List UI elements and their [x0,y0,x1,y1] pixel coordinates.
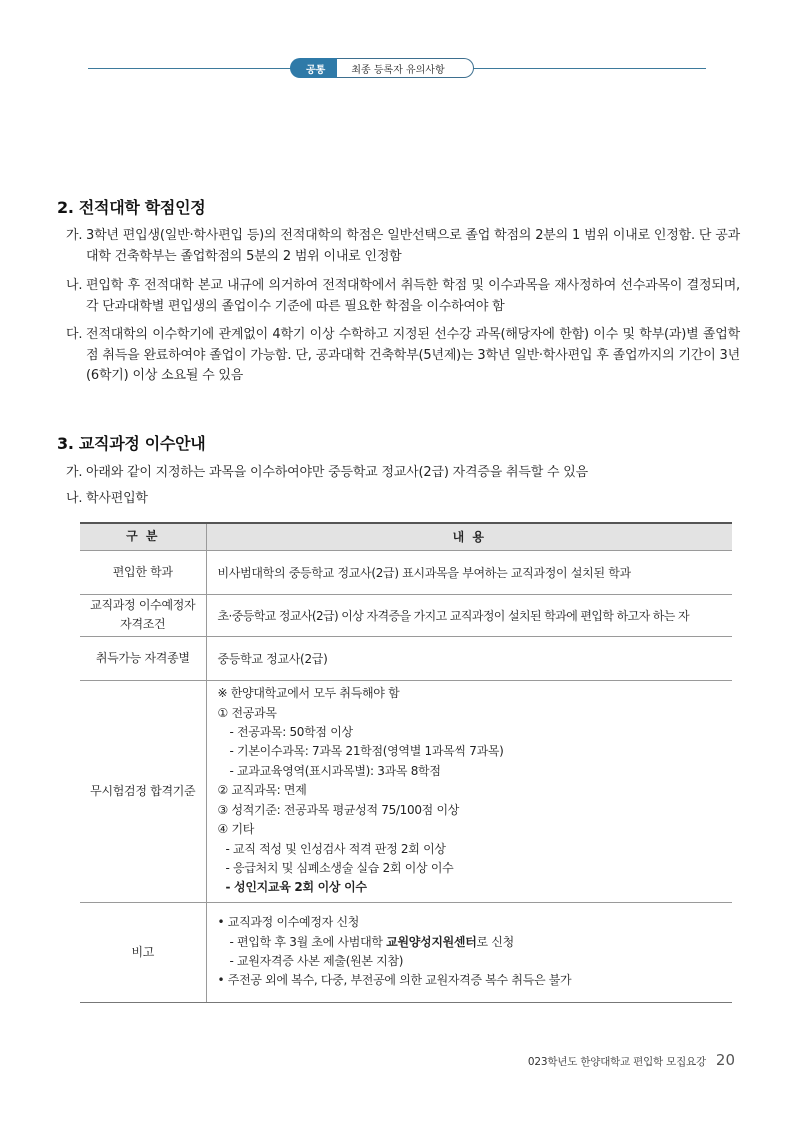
page-footer [528,1051,735,1069]
table-row [80,550,732,594]
item-text: 전적대학의 이수학기에 관계없이 4학기 이상 수학하고 지정된 선수강 과목(해당자에 한함) 이수 및 학부(과)별 졸업학점 취득을 완료하여야 졸업이 가능함. 단, 공과대학 건축학부(5년제)는 3학년 일반·학사편입 후 졸업까지의 기간이 3년(6학기) 이상 소요될 수 있음 [86,327,740,383]
table-header-row [80,523,732,550]
note-text: - 편입학 후 3월 초에 사범대학 [229,934,387,949]
item-text: 학사편입학 [86,491,148,506]
section3-item-ga [66,463,740,484]
criteria-line: - 교과교육영역(표시과목별): 3과목 8학점 [229,763,441,778]
row-content [206,680,732,902]
header-badge [290,58,474,78]
section3-item-na [66,489,740,510]
item-marker: 나. [66,278,83,293]
teaching-course-table [80,522,732,1003]
note-line [218,933,725,952]
table-row [80,902,732,1002]
criteria-line: - 성인지교육 2회 이상 이수 [225,880,367,895]
criteria-line: ① 전공과목 [217,705,277,720]
criteria-line: ③ 성적기준: 전공과목 평균성적 75/100점 이상 [217,802,460,817]
criteria-line: - 전공과목: 50학점 이상 [229,725,353,740]
row-label-line: 교직과정 이수예정자 [90,597,196,612]
item-text: 아래와 같이 지정하는 과목을 이수하여야만 중등학교 정교사(2급) 자격증을 취득할 수 있음 [86,465,589,480]
note-line: - 교원자격증 사본 제출(원본 지참) [229,954,404,968]
section3-title: 3. 교직과정 이수안내 [57,434,206,453]
row-content [206,902,732,1002]
footer-text: 023학년도 한양대학교 편입학 모집요강 [527,1056,706,1068]
row-label: 비고 [80,902,206,1002]
page-number: 20 [715,1051,735,1069]
row-content: 중등학교 정교사(2급) [206,636,732,680]
section2-item-da [66,325,740,387]
row-label: 무시험검정 합격기준 [80,680,206,902]
section2-item-ga [66,226,740,267]
item-marker: 다. [66,327,83,342]
header-tag: 공통 [290,58,337,78]
item-marker: 가. [66,228,83,243]
header-topic: 최종 등록자 유의사항 [329,58,473,78]
note-line: • 교직과정 이수예정자 신청 [217,915,360,930]
support-center-name: 교원양성지원센터 [386,934,477,949]
criteria-line: ② 교직과목: 면제 [217,783,307,798]
section2-item-na [66,276,740,317]
criteria-line: ④ 기타 [217,822,255,837]
criteria-line: - 기본이수과목: 7과목 21학점(영역별 1과목씩 7과목) [229,744,504,759]
item-marker: 가. [66,465,83,480]
table-header-category: 구 분 [80,523,206,550]
item-text: 3학년 편입생(일반·학사편입 등)의 전적대학의 학점은 일반선택으로 졸업 학점의 2분의 1 범위 이내로 인정함. 단 공과대학 건축학부는 졸업학점의 5분의 2 범위 이내로 인정함 [86,228,740,264]
row-label: 편입한 학과 [80,550,206,594]
row-content: 비사범대학의 중등학교 정교사(2급) 표시과목을 부여하는 교직과정이 설치된 학과 [206,550,732,594]
note-line: • 주전공 외에 복수, 다중, 부전공에 의한 교원자격증 복수 취득은 불가 [217,973,572,988]
row-label [80,594,206,636]
table-row [80,680,732,902]
criteria-line: ※ 한양대학교에서 모두 취득해야 함 [217,686,400,701]
item-marker: 나. [66,491,83,506]
row-label: 취득가능 자격종별 [80,636,206,680]
criteria-line: - 응급처치 및 심폐소생술 실습 2회 이상 이수 [225,860,454,875]
table-header-content: 내 용 [206,523,732,550]
row-label-line: 자격조건 [120,617,166,631]
table-row [80,594,732,636]
table-row [80,636,732,680]
row-content: 초·중등학교 정교사(2급) 이상 자격증을 가지고 교직과정이 설치된 학과에 편입학 하고자 하는 자 [206,594,732,636]
note-text: 로 신청 [476,934,514,949]
section2-title: 2. 전적대학 학점인정 [57,198,206,217]
item-text: 편입학 후 전적대학 본교 내규에 의거하여 전적대학에서 취득한 학점 및 이수과목을 재사정하여 선수과목이 결정되며, 각 단과대학별 편입생의 졸업이수 기준에 따른 필요한 학점을 이수하여야 함 [86,278,740,314]
criteria-line: - 교직 적성 및 인성검사 적격 판정 2회 이상 [225,841,446,856]
